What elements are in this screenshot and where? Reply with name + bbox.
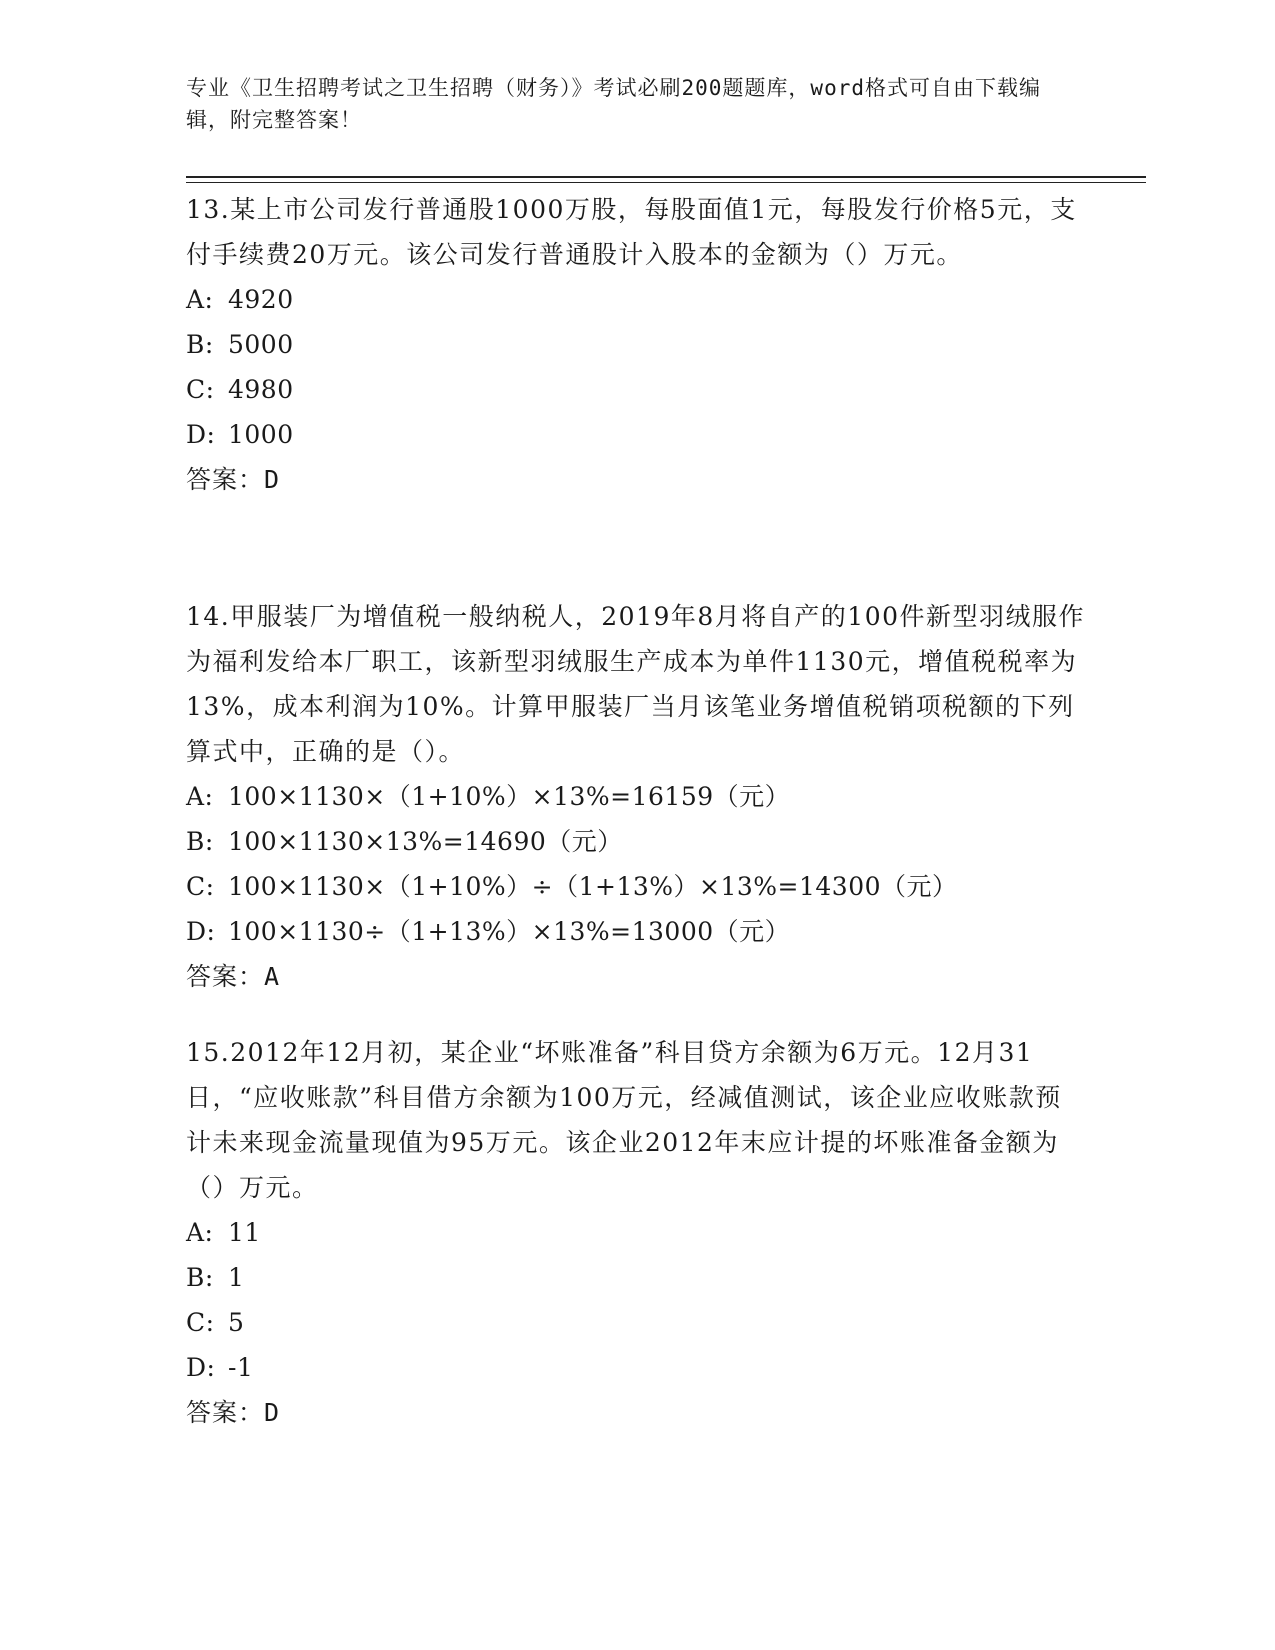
option-b: B: 1 (186, 1263, 245, 1292)
option-a: A: 100×1130×（1+10%）×13%=16159（元） (186, 782, 791, 811)
option-a: A: 11 (186, 1218, 261, 1247)
option-b: B: 100×1130×13%=14690（元） (186, 827, 623, 856)
answer-line: 答案：D (186, 1398, 281, 1427)
question-stem: 13.某上市公司发行普通股1000万股，每股面值1元，每股发行价格5元，支付手续费20万元。该公司发行普通股计入股本的金额为（）万元。 (186, 195, 1077, 269)
question-13 (186, 187, 1086, 502)
header-rule-thin (186, 182, 1146, 183)
option-c: C: 4980 (186, 375, 294, 404)
document-header: 专业《卫生招聘考试之卫生招聘（财务）》考试必刷200题题库，word格式可自由下载编辑，附完整答案！ (186, 76, 1041, 132)
answer-line: 答案：D (186, 465, 281, 494)
question-stem: 14.甲服装厂为增值税一般纳税人，2019年8月将自产的100件新型羽绒服作为福利发给本厂职工，该新型羽绒服生产成本为单件1130元，增值税税率为13%，成本利润为10%。计算甲服装厂当月该笔业务增值税销项税额的下列算式中，正确的是（）。 (186, 602, 1086, 766)
option-a: A: 4920 (186, 285, 294, 314)
question-15 (186, 1030, 1086, 1435)
question-14 (186, 594, 1086, 999)
option-d: D: 100×1130÷（1+13%）×13%=13000（元） (186, 917, 791, 946)
option-b: B: 5000 (186, 330, 294, 359)
header-rule-thick (186, 176, 1146, 178)
option-d: D: 1000 (186, 420, 294, 449)
option-c: C: 5 (186, 1308, 245, 1337)
option-d: D: -1 (186, 1353, 254, 1382)
question-stem: 15.2012年12月初，某企业“坏账准备”科目贷方余额为6万元。12月31日，“应收账款”科目借方余额为100万元，经减值测试，该企业应收账款预计未来现金流量现值为95万元。该企业2012年末应计提的坏账准备金额为（）万元。 (186, 1038, 1062, 1202)
option-c: C: 100×1130×（1+10%）÷（1+13%）×13%=14300（元） (186, 872, 958, 901)
answer-line: 答案：A (186, 962, 281, 991)
